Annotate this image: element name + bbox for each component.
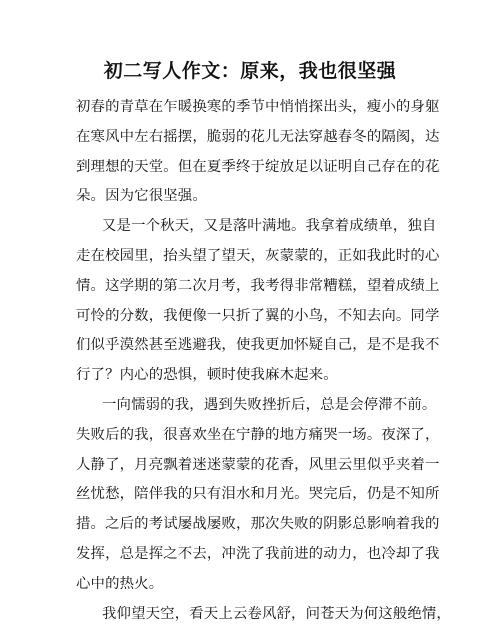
paragraph-line: 失败后的我，很喜欢坐在宁静的地方痛哭一场。夜深了， [76,426,440,443]
paragraph-line: 初春的青草在乍暖换寒的季节中悄悄探出头，瘦小的身躯 [76,99,440,115]
paragraph [76,391,440,600]
paragraph-line: 可怜的分数，我便像一只折了翼的小鸟，不知去向。同学 [76,307,440,324]
paragraph-line: 行了？内心的恐惧，顿时使我麻木起来。 [76,367,338,384]
paragraph-line: 丝忧愁，陪伴我的只有泪水和月光。哭完后，仍是不知所 [76,486,440,503]
article-body [76,93,451,629]
paragraph-line: 走在校园里，抬头望了望天，灰蒙蒙的，正如我此时的心 [76,247,440,264]
page-title: 初二写人作文：原来，我也很坚强 [103,60,397,82]
paragraph-line: 我仰望天空，看天上云卷风舒，问苍天为何这般绝情， [102,605,451,622]
paragraph-line: 一向懦弱的我，遇到失败挫折后，总是会停滞不前。 [102,396,437,413]
paragraph-line: 人静了，月亮飘着迷迷蒙蒙的花香，风里云里似乎夹着一 [76,456,440,473]
paragraph-line: 到理想的天堂。但在夏季终于绽放足以证明自己存在的花 [76,158,440,175]
paragraph-line: 们似乎漠然甚至逃避我，使我更加怀疑自己，是不是我不 [76,337,440,354]
paragraph [76,212,440,391]
paragraph-line: 又是一个秋天，又是落叶满地。我拿着成绩单，独自 [102,218,437,235]
paragraph-line: 朵。因为它很坚强。 [76,188,207,205]
paragraph-line: 情。这学期的第二次月考，我考得非常糟糕，望着成绩上 [76,277,440,294]
paragraph-line: 在寒风中左右摇摆，脆弱的花儿无法穿越春冬的隔阂，达 [76,128,440,145]
paragraph [76,600,451,629]
paragraph-line: 心中的热火。 [76,575,164,592]
paragraph-line: 措。之后的考试屡战屡败，那次失败的阴影总影响着我的 [76,516,440,533]
paragraph-line: 发挥，总是挥之不去，冲洗了我前进的动力，也冷却了我 [76,545,440,562]
paragraph [76,93,440,212]
